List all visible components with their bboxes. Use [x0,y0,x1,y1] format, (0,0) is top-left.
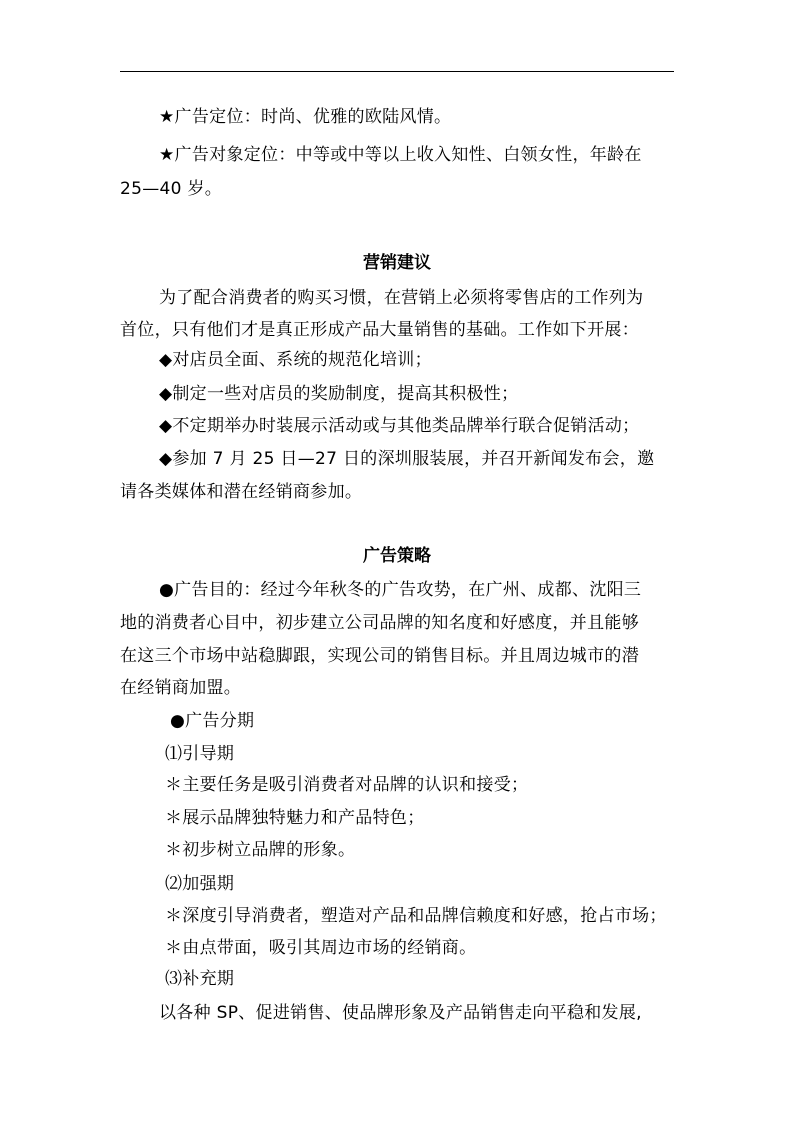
ad-goal-line: 在这三个市场中站稳脚跟，实现公司的销售目标。并且周边城市的潜 [120,646,639,666]
phase-2-title: ⑵加强期 [165,874,235,894]
phase-1-item: ＊主要任务是吸引消费者对品牌的认识和接受； [165,775,529,795]
section-heading-marketing: 营销建议 [363,253,431,273]
ad-goal-line: 在经销商加盟。 [120,678,242,698]
marketing-item: ◆不定期举办时装展示活动或与其他类品牌举行联合促销活动； [159,416,640,436]
marketing-item: ◆参加 7 月 25 日—27 日的深圳服装展，并召开新闻发布会，邀 [159,449,655,469]
phase-1-item: ＊展示品牌独特魅力和产品特色； [165,808,425,828]
ad-positioning-line: ★广告定位：时尚、优雅的欧陆风情。 [159,107,452,127]
header-rule [120,71,674,72]
ad-phases-label: ●广告分期 [170,711,255,731]
phase-3-title: ⑶补充期 [165,969,235,989]
marketing-intro-line: 为了配合消费者的购买习惯，在营销上必须将零售店的工作列为 [159,288,644,308]
phase-1-title: ⑴引导期 [165,744,235,764]
marketing-item: ◆制定一些对店员的奖励制度，提高其积极性； [159,384,519,404]
ad-goal-line: 地的消费者心目中，初步建立公司品牌的知名度和好感度，并且能够 [120,613,639,633]
ad-goal-line: ●广告目的：经过今年秋冬的广告攻势，在广州、成都、沈阳三 [159,580,642,600]
phase-1-item: ＊初步树立品牌的形象。 [165,840,356,860]
section-heading-advertising: 广告策略 [363,546,431,566]
phase-3-text: 以各种 SP、促进销售、使品牌形象及产品销售走向平稳和发展, [159,1003,642,1023]
phase-2-item: ＊深度引导消费者，塑造对产品和品牌信赖度和好感，抢占市场； [165,906,667,926]
ad-target-line-cont: 25—40 岁。 [120,179,223,199]
marketing-item-cont: 请各类媒体和潜在经销商参加。 [120,482,363,502]
marketing-item: ◆对店员全面、系统的规范化培训； [159,350,432,370]
ad-target-line: ★广告对象定位：中等或中等以上收入知性、白领女性，年龄在 [159,145,642,165]
marketing-intro-line: 首位，只有他们才是真正形成产品大量销售的基础。工作如下开展： [120,320,639,340]
phase-2-item: ＊由点带面，吸引其周边市场的经销商。 [165,938,477,958]
